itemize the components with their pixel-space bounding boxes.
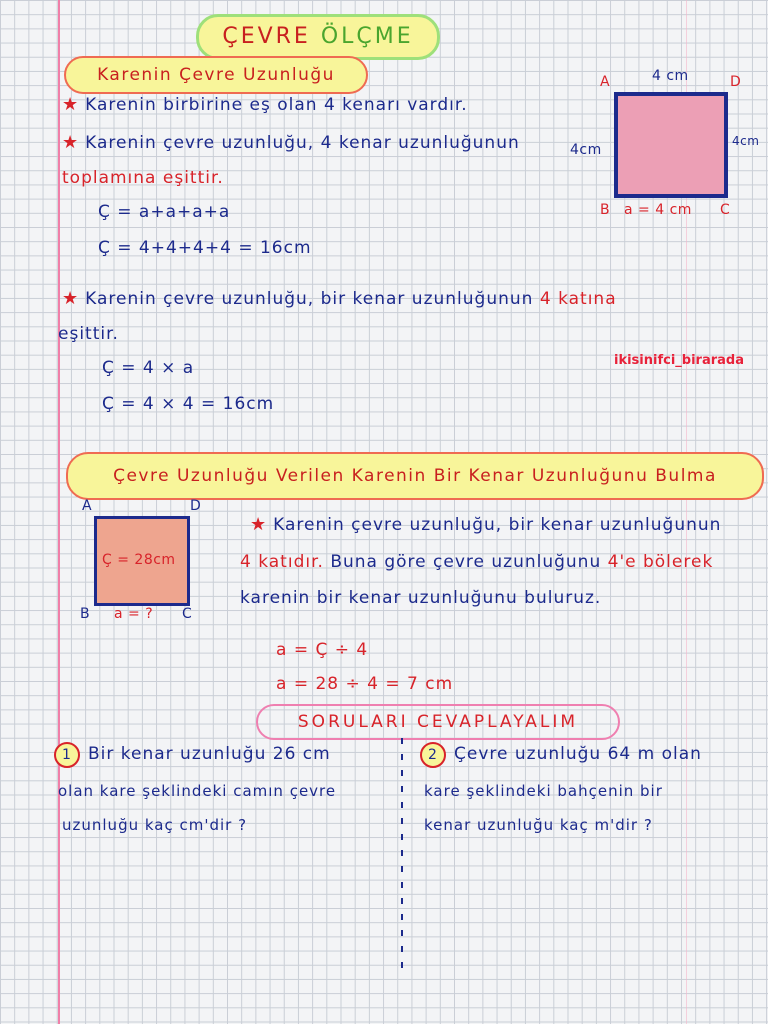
title-part2: ÖLÇME [320, 24, 414, 49]
s2-formula2: a = 28 ÷ 4 = 7 cm [276, 674, 454, 694]
s1-formula3: Ç = 4 × a [102, 358, 195, 378]
s2-line2: 4 katıdır. Buna göre çevre uzunluğunu 4'e bölerek [240, 552, 714, 572]
square-figure-1 [614, 92, 728, 198]
section2-heading: Çevre Uzunluğu Verilen Karenin Bir Kenar Uzunluğunu Bulma [66, 452, 764, 500]
question-number-1: 1 [54, 742, 80, 768]
s1-rule2-end: eşittir. [58, 324, 119, 344]
fig1-bottom-length: a = 4 cm [624, 202, 692, 218]
s1-line1: ★ Karenin birbirine eş olan 4 kenarı vardır. [62, 94, 468, 115]
s1-formula4: Ç = 4 × 4 = 16cm [102, 394, 275, 414]
watermark: ikisinifci_birarada [614, 353, 744, 368]
section1-heading: Karenin Çevre Uzunluğu [64, 56, 368, 94]
question-1-line1: 1 Bir kenar uzunluğu 26 cm [54, 742, 331, 768]
star-icon: ★ [62, 288, 80, 309]
s2-line3: karenin bir kenar uzunluğunu buluruz. [240, 588, 602, 608]
fig2-perimeter: Ç = 28cm [102, 552, 176, 568]
question-number-2: 2 [420, 742, 446, 768]
fig1-label-a: A [600, 74, 611, 90]
s1-rule2: ★ Karenin çevre uzunluğu, bir kenar uzunluğunun 4 katına [62, 288, 617, 309]
question-2-line2: kare şeklindeki bahçenin bir [424, 782, 663, 800]
fig1-right-length: 4cm [732, 134, 760, 148]
fig2-label-b: B [80, 606, 91, 622]
fig1-label-b: B [600, 202, 611, 218]
fig2-label-d: D [190, 498, 202, 514]
question-2-line3: kenar uzunluğu kaç m'dir ? [424, 816, 653, 834]
s2-line1: ★ Karenin çevre uzunluğu, bir kenar uzunluğunun [250, 514, 722, 535]
fig1-top-length: 4 cm [652, 68, 689, 84]
fig2-side: a = ? [114, 606, 154, 622]
question-1-line3: uzunluğu kaç cm'dir ? [62, 816, 248, 834]
notebook-margin-line [58, 0, 60, 1024]
fig1-left-length: 4cm [570, 142, 602, 158]
fig1-label-c: C [720, 202, 731, 218]
page-title [196, 14, 440, 60]
star-icon: ★ [62, 94, 80, 115]
title-part1: ÇEVRE [222, 24, 311, 49]
question-divider [400, 738, 404, 974]
s1-formula2: Ç = 4+4+4+4 = 16cm [98, 238, 312, 258]
star-icon: ★ [62, 132, 80, 153]
questions-heading: SORULARI CEVAPLAYALIM [256, 704, 620, 740]
s2-formula1: a = Ç ÷ 4 [276, 640, 369, 660]
question-1-line2: olan kare şeklindeki camın çevre [58, 782, 337, 800]
s1-formula1: Ç = a+a+a+a [98, 202, 231, 222]
question-2-line1: 2 Çevre uzunluğu 64 m olan [420, 742, 702, 768]
fig1-label-d: D [730, 74, 742, 90]
s1-line2: ★ Karenin çevre uzunluğu, 4 kenar uzunluğunun [62, 132, 520, 153]
fig2-label-c: C [182, 606, 193, 622]
fig2-label-a: A [82, 498, 93, 514]
star-icon: ★ [250, 514, 268, 535]
s1-line3: toplamına eşittir. [62, 168, 224, 188]
